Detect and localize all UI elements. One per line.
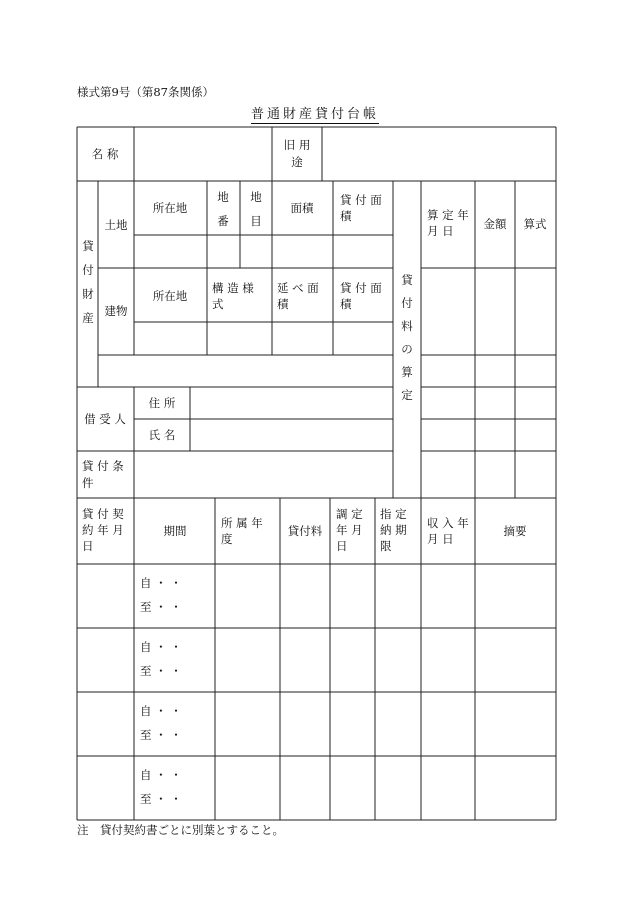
table-labels bbox=[82, 138, 547, 806]
lent-property-label-3: 財 bbox=[82, 287, 94, 301]
person-name-label: 氏 名 bbox=[148, 428, 176, 442]
land-label: 土地 bbox=[104, 218, 128, 232]
rent-calc-label-6: 定 bbox=[401, 388, 413, 402]
terms-label: 貸 付 条 bbox=[82, 459, 124, 473]
deadline-label-3: 限 bbox=[380, 539, 392, 553]
lend-area-label-2: 積 bbox=[340, 209, 352, 223]
name-label: 名 称 bbox=[91, 147, 119, 161]
adjust-date-label: 調 定 bbox=[336, 507, 363, 521]
summary-label: 摘要 bbox=[503, 524, 527, 538]
period-to: 至 ・ ・ bbox=[140, 792, 182, 806]
lend-area-label: 貸 付 面 bbox=[340, 193, 382, 207]
fiscal-year-label: 所 属 年 bbox=[221, 516, 263, 530]
land-location-label: 所在地 bbox=[152, 201, 188, 215]
amount-label: 金額 bbox=[483, 217, 507, 231]
address-label: 住 所 bbox=[148, 396, 176, 410]
rent-calc-label-2: 付 bbox=[401, 296, 413, 310]
lent-property-label: 貸 bbox=[82, 239, 94, 253]
form-title-text: 普通財産貸付台帳 bbox=[250, 107, 379, 122]
lot-number-label: 地 bbox=[217, 190, 229, 204]
floor-area-label: 延 べ 面 bbox=[277, 281, 319, 295]
old-use-label: 旧 用 bbox=[283, 138, 311, 152]
borrower-label: 借 受 人 bbox=[84, 412, 126, 426]
old-use-label-2: 途 bbox=[291, 155, 303, 169]
period-to: 至 ・ ・ bbox=[140, 600, 182, 614]
footnote: 注 貸付契約書ごとに別葉とすること。 bbox=[77, 823, 284, 837]
receipt-date-label-2: 月 日 bbox=[427, 532, 454, 546]
rent-label: 貸付料 bbox=[287, 524, 323, 538]
adjust-date-label-3: 日 bbox=[336, 539, 348, 553]
structure-label: 構 造 様 bbox=[212, 281, 254, 295]
deadline-label-2: 納 期 bbox=[380, 523, 407, 537]
lent-property-label-4: 産 bbox=[82, 311, 94, 325]
period-to: 至 ・ ・ bbox=[140, 728, 182, 742]
period-to: 至 ・ ・ bbox=[140, 664, 182, 678]
receipt-date-label: 収 入 年 bbox=[427, 516, 469, 530]
form-number-caption: 様式第9号（第87条関係） bbox=[77, 85, 214, 99]
contract-date-label: 貸 付 契 bbox=[82, 507, 124, 521]
adjust-date-label-2: 年 月 bbox=[336, 523, 363, 537]
calc-date-label-2: 月 日 bbox=[427, 224, 454, 238]
period-from: 自 ・ ・ bbox=[140, 640, 182, 654]
land-category-label-2: 目 bbox=[250, 214, 262, 228]
fiscal-year-label-2: 度 bbox=[221, 532, 233, 546]
building-label: 建物 bbox=[104, 304, 128, 318]
structure-label-2: 式 bbox=[212, 297, 224, 311]
formula-label: 算式 bbox=[523, 217, 547, 231]
rent-calc-label-5: 算 bbox=[401, 365, 413, 379]
contract-date-label-2: 約 年 月 bbox=[82, 523, 124, 537]
building-lend-area-label-2: 積 bbox=[340, 297, 352, 311]
period-from: 自 ・ ・ bbox=[140, 576, 182, 590]
lot-number-label-2: 番 bbox=[217, 214, 229, 228]
period-from: 自 ・ ・ bbox=[140, 704, 182, 718]
period-label: 期間 bbox=[163, 524, 187, 538]
building-location-label: 所在地 bbox=[152, 289, 188, 303]
period-from: 自 ・ ・ bbox=[140, 768, 182, 782]
building-lend-area-label: 貸 付 面 bbox=[340, 281, 382, 295]
area-label: 面積 bbox=[290, 201, 314, 215]
floor-area-label-2: 積 bbox=[277, 297, 289, 311]
rent-calc-label-4: の bbox=[401, 342, 413, 356]
calc-date-label: 算 定 年 bbox=[427, 208, 469, 222]
contract-date-label-3: 日 bbox=[82, 539, 94, 553]
deadline-label: 指 定 bbox=[380, 507, 407, 521]
lent-property-label-2: 付 bbox=[82, 263, 94, 277]
terms-label-2: 件 bbox=[82, 476, 94, 490]
rent-calc-label-3: 料 bbox=[401, 319, 413, 333]
rent-calc-label: 貸 bbox=[401, 273, 413, 287]
land-category-label: 地 bbox=[250, 190, 262, 204]
